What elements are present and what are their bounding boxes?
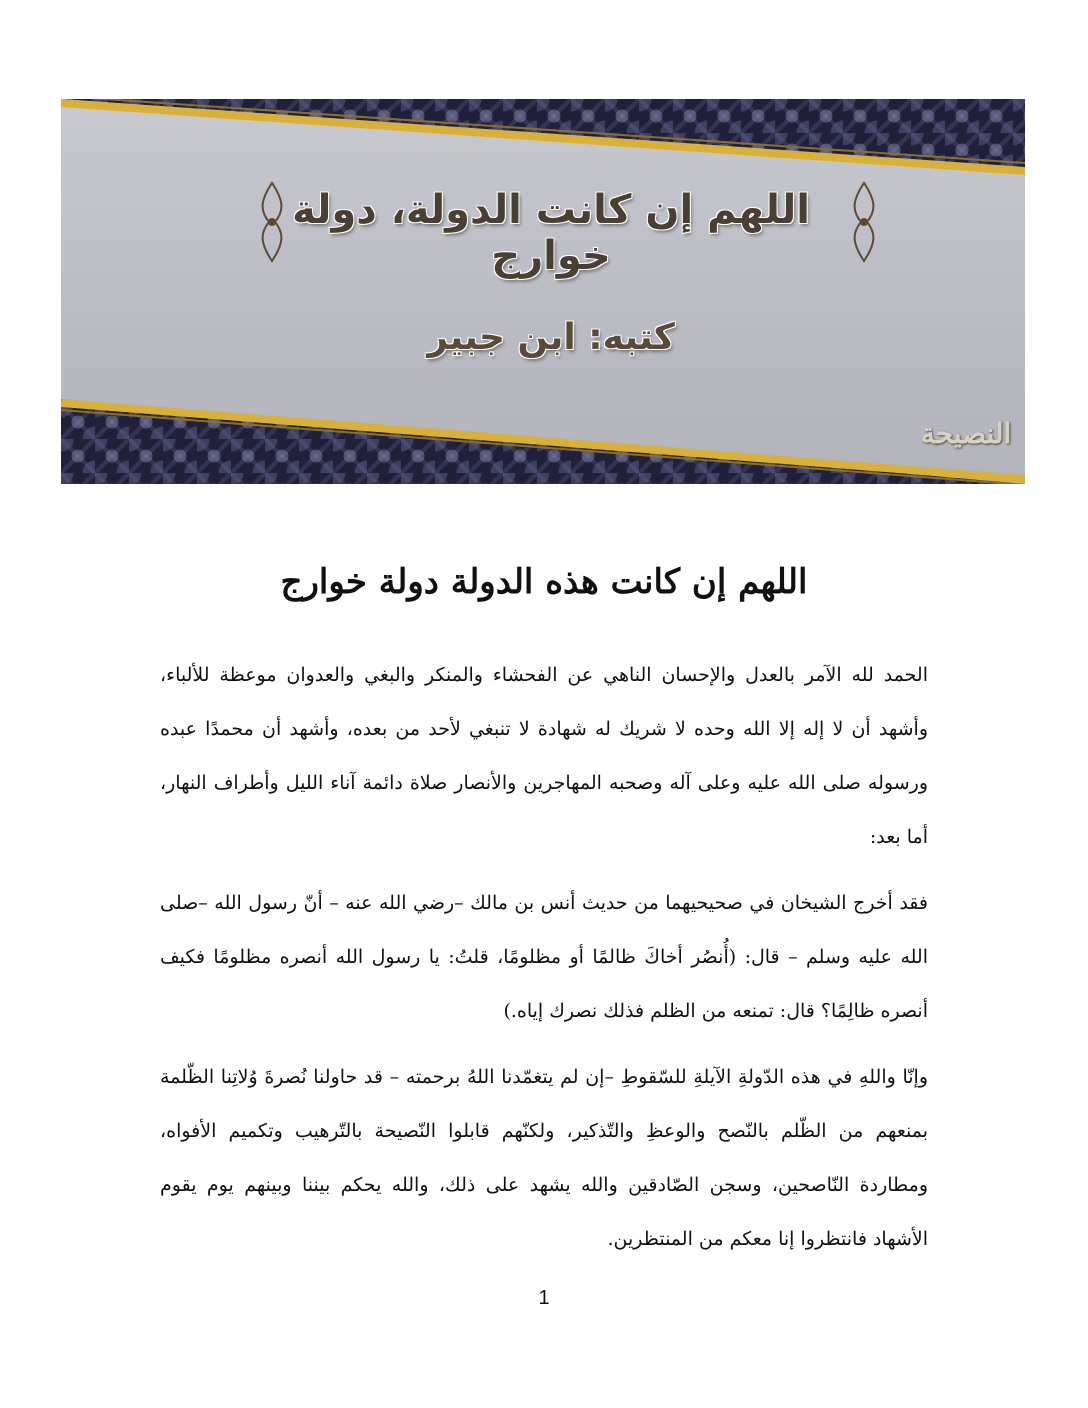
banner-author: كتبه: ابن جبير [427,317,675,358]
page-number: 1 [538,1287,550,1309]
banner-band [61,99,1025,484]
paragraph-body: وإنّا واللهِ في هذه الدّولةِ الآيلةِ للسّقوطِ –إن لم يتغمّدنا اللهُ برحمته – قد حاولنا نُصرةَ وُلاتِنا الظّلمة بمنعهم من الظّلم بالنّصح والوعظِ والتّذكير، ولكنّهم قابلوا النّصيحة بالتّرهيب وتكميم الأفواه، ومطاردة النّاصحين، وسجن الصّادقين والله يشهد على ذلك، والله يحكم بيننا وبينهم يوم يقوم الأشهاد فانتظروا إنا معكم من المنتظرين. [160,1066,928,1250]
publisher-logo: النصيحة [920,417,1012,450]
article-title: اللهم إن كانت هذه الدولة دولة خوارج [280,562,808,602]
banner-title: اللهم إن كانت الدولة، دولة خوارج [292,187,810,279]
ornament-right-icon [849,181,879,263]
header-banner [61,99,1025,484]
paragraph-intro: الحمد لله الآمر بالعدل والإحسان الناهي عن الفحشاء والمنكر والبغي والعدوان موعظة للألباء، وأشهد أن لا إله إلا الله وحده لا شريك له شهادة لا تنبغي لأحد من بعده، وأشهد أن محمدًا عبده ورسوله صلى الله عليه وعلى آله وصحبه المهاجرين والأنصار صلاة دائمة آناء الليل وأطراف النهار، أما بعد: [160,664,928,848]
paragraph-hadith: فقد أخرج الشيخان في صحيحيهما من حديث أنس بن مالك –رضي الله عنه – أنّ رسول الله –صلى الله عليه وسلم – قال: (أُنصُر أخاكَ ظالمًا أو مظلومًا، قلتُ: يا رسول الله أنصره مظلومًا فكيف أنصره ظالِمًا؟ قال: تمنعه من الظلم فذلك نصرك إياه.) [160,892,928,1022]
